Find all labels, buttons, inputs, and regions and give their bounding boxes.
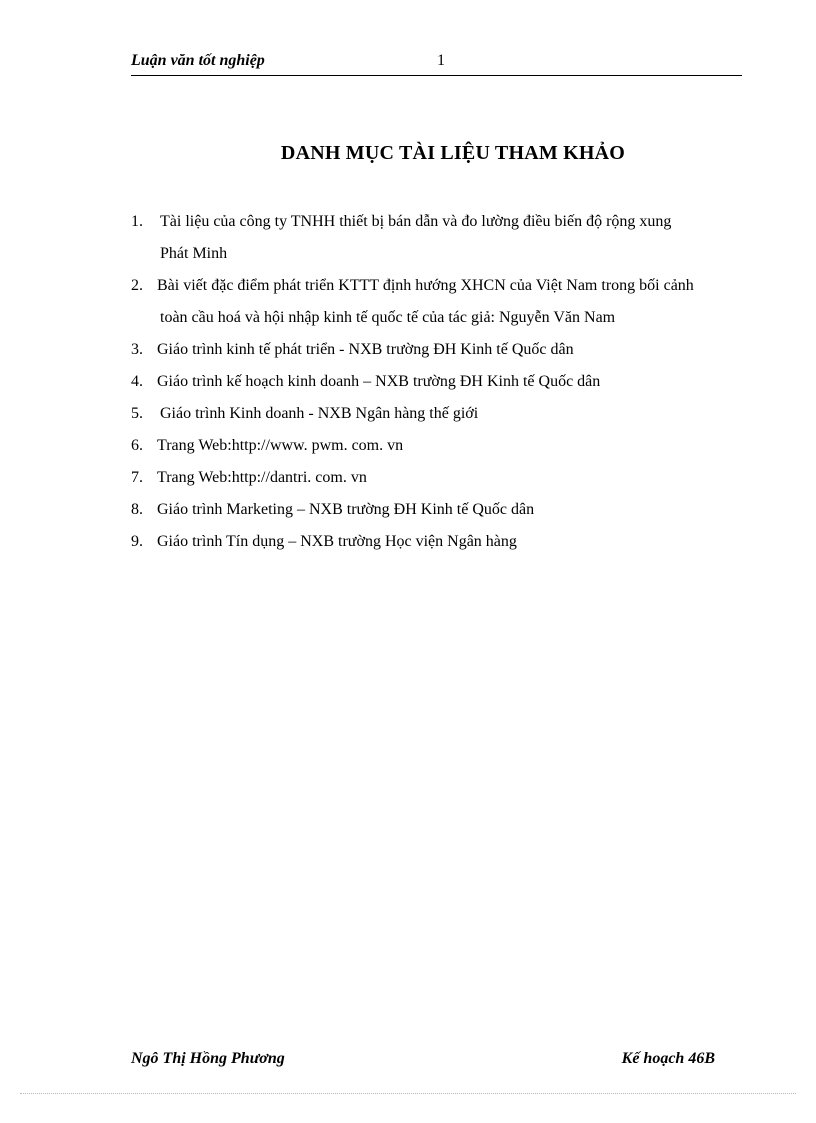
reference-number: 6. [131, 437, 143, 454]
reference-text: Giáo trình kinh tế phát triển - NXB trường ĐH Kinh tế Quốc dân [157, 341, 574, 358]
reference-number: 2. [131, 277, 143, 294]
reference-item [131, 462, 746, 494]
page-bottom-divider [20, 1093, 796, 1094]
page-title: DANH MỤC TÀI LIỆU THAM KHẢO [280, 142, 626, 164]
reference-text: Giáo trình kế hoạch kinh doanh – NXB trường ĐH Kinh tế Quốc dân [157, 373, 601, 390]
reference-number: 5. [131, 405, 143, 422]
reference-number: 3. [131, 341, 143, 358]
reference-text: Tài liệu của công ty TNHH thiết bị bán dẫn và đo lường điều biến độ rộng xung [160, 213, 672, 230]
reference-number: 7. [131, 469, 143, 486]
reference-number: 8. [131, 501, 143, 518]
reference-list [131, 206, 746, 558]
reference-text-continued: toàn cầu hoá và hội nhập kinh tế quốc tế của tác giả: Nguyễn Văn Nam [160, 309, 616, 326]
reference-item [131, 366, 746, 398]
reference-text: Giáo trình Tín dụng – NXB trường Học viện Ngân hàng [157, 533, 517, 550]
reference-item [131, 398, 746, 430]
reference-text: Giáo trình Kinh doanh - NXB Ngân hàng thế giới [160, 405, 479, 422]
page-header [131, 50, 742, 76]
reference-number: 4. [131, 373, 143, 390]
reference-text: Trang Web:http://www. pwm. com. vn [157, 437, 404, 454]
reference-text: Giáo trình Marketing – NXB trường ĐH Kinh tế Quốc dân [157, 501, 535, 518]
reference-item [131, 494, 746, 526]
reference-item [131, 206, 746, 270]
header-title: Luận văn tốt nghiệp [131, 52, 265, 69]
reference-text: Trang Web:http://dantri. com. vn [157, 469, 367, 486]
footer-author: Ngô Thị Hồng Phương [131, 1050, 285, 1067]
reference-number: 1. [131, 213, 143, 230]
reference-text-continued: Phát Minh [160, 245, 228, 262]
reference-item [131, 526, 746, 558]
reference-item [131, 430, 746, 462]
reference-item [131, 270, 746, 334]
reference-item [131, 334, 746, 366]
reference-number: 9. [131, 533, 143, 550]
page-number: 1 [437, 52, 445, 69]
reference-text: Bài viết đặc điểm phát triển KTTT định hướng XHCN của Việt Nam trong bối cảnh [157, 277, 694, 294]
footer-class: Kế hoạch 46B [621, 1050, 715, 1067]
